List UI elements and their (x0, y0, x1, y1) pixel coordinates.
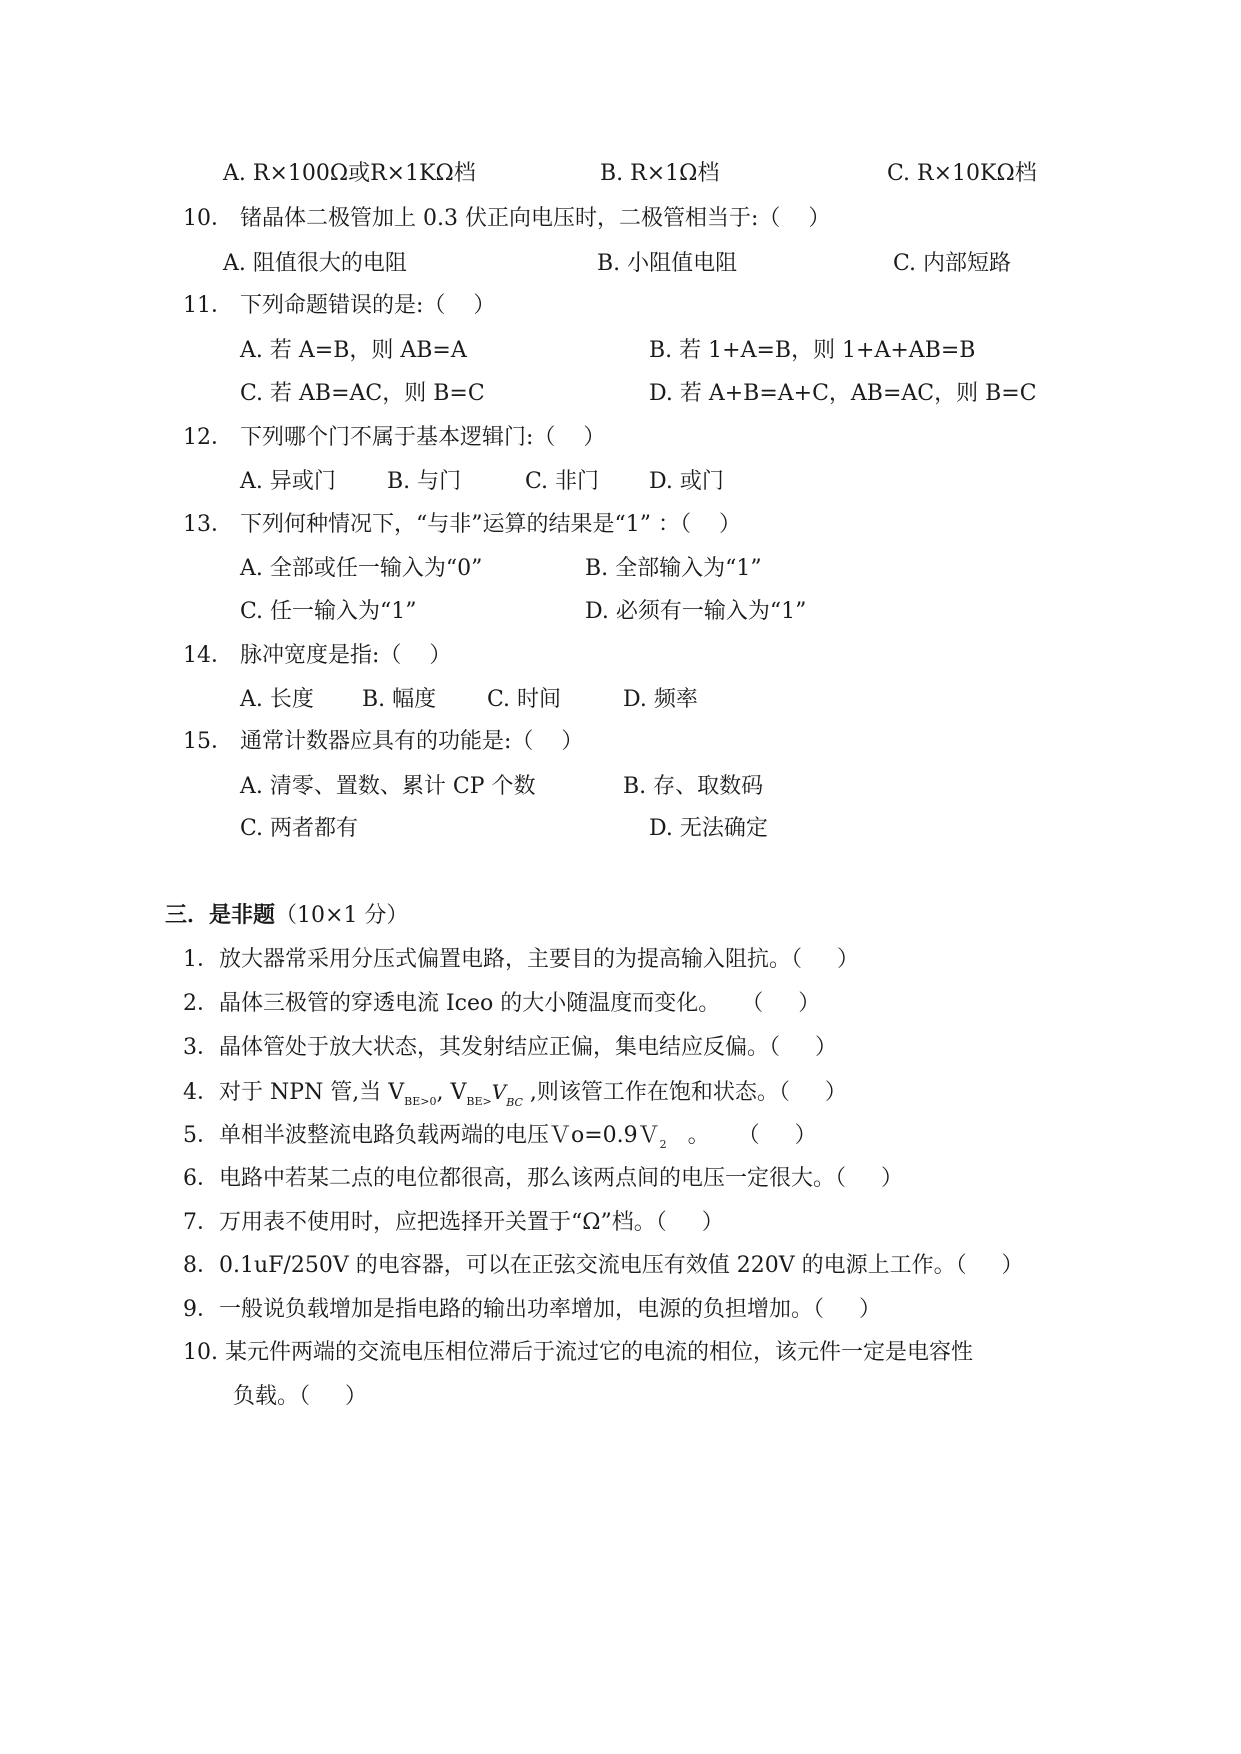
q15-option-c: C. 两者都有 (240, 816, 359, 841)
q10-option-b: B. 小阻值电阻 (597, 251, 738, 276)
q11-stem: 11． 下列命题错误的是:（ ） (183, 293, 496, 318)
q12-option-b: B. 与门 (387, 469, 462, 494)
q11-option-b: B. 若 1+A=B，则 1+A+AB=B (649, 338, 976, 363)
tf-item-9: 9．一般说负载增加是指电路的输出功率增加，电源的负担增加。（ ） (183, 1297, 881, 1322)
tf-item-5-text-end: 。 （ ） (666, 1123, 817, 1148)
tf-item-5 (183, 1122, 817, 1159)
q13-stem: 13． 下列何种情况下，“与非”运算的结果是“1” ：（ ） (183, 512, 741, 537)
q13-option-d: D. 必须有一输入为“1” (585, 599, 807, 624)
q15-stem: 15． 通常计数器应具有的功能是:（ ） (183, 729, 584, 754)
q14-stem: 14． 脉冲宽度是指:（ ） (183, 643, 452, 668)
q10-option-a: A. 阻值很大的电阻 (223, 251, 407, 276)
tf-item-4-subscript-be0: BE>0 (404, 1095, 437, 1108)
q14-option-c: C. 时间 (487, 687, 562, 712)
section-score: （10×1 分） (275, 903, 409, 928)
q13-option-c: C. 任一输入为“1” (240, 599, 417, 624)
tf-item-8: 8．0.1uF/250V 的电容器，可以在正弦交流电压有效值 220V 的电源上工作。（ ） (183, 1253, 1024, 1278)
q9-option-b: B. R×1Ω档 (600, 161, 720, 186)
q14-option-a: A. 长度 (240, 687, 314, 712)
q12-option-d: D. 或门 (649, 469, 724, 494)
q11-option-c: C. 若 AB=AC，则 B=C (240, 381, 485, 406)
q11-option-a: A. 若 A=B，则 AB=A (240, 338, 467, 363)
q12-stem: 12． 下列哪个门不属于基本逻辑门:（ ） (183, 425, 606, 450)
tf-item-1: 1．放大器常采用分压式偏置电路，主要目的为提高输入阻抗。（ ） (183, 947, 859, 972)
q14-option-d: D. 频率 (623, 687, 698, 712)
tf-item-5-subscript: 2 (659, 1138, 667, 1151)
tf-item-4-text-end: ,则该管工作在饱和状态。（ ） (522, 1080, 847, 1105)
tf-item-4-subscript-be: BE (466, 1095, 483, 1108)
section-title: 三．是非题 (165, 903, 276, 928)
tf-item-4-subscript-bc: BC (506, 1096, 523, 1109)
tf-item-4 (183, 1078, 847, 1117)
q9-option-c: C. R×10KΩ档 (887, 161, 1037, 186)
q9-option-a: A. R×100Ω或R×1KΩ档 (223, 161, 476, 186)
tf-item-4-gt: > (482, 1095, 492, 1108)
q10-option-c: C. 内部短路 (893, 251, 1012, 276)
tf-item-4-text-mid: , V (436, 1080, 467, 1105)
tf-item-4-text-start: 4．对于 NPN 管,当 V (183, 1080, 405, 1105)
q13-option-b: B. 全部输入为“1” (585, 556, 762, 581)
tf-item-4-v: V (491, 1080, 507, 1104)
q13-option-a: A. 全部或任一输入为“0” (240, 556, 483, 581)
q12-option-c: C. 非门 (525, 469, 600, 494)
tf-item-2: 2．晶体三极管的穿透电流 Iceo 的大小随温度而变化。 （ ） (183, 991, 821, 1016)
tf-item-10-continued: 负载。（ ） (233, 1384, 367, 1409)
q10-stem: 10． 锗晶体二极管加上 0.3 伏正向电压时，二极管相当于:（ ） (183, 206, 831, 231)
q12-option-a: A. 异或门 (240, 469, 336, 494)
tf-item-10: 10. 某元件两端的交流电压相位滞后于流过它的电流的相位，该元件一定是电容性 (183, 1340, 973, 1365)
tf-item-7: 7．万用表不使用时，应把选择开关置于“Ω”档。（ ） (183, 1210, 724, 1235)
q15-option-b: B. 存、取数码 (623, 774, 764, 799)
tf-item-6: 6．电路中若某二点的电位都很高，那么该两点间的电压一定很大。（ ） (183, 1166, 903, 1191)
q11-option-d: D. 若 A+B=A+C，AB=AC，则 B=C (649, 381, 1037, 406)
q15-option-d: D. 无法确定 (649, 816, 768, 841)
tf-item-5-text-start: 5．单相半波整流电路负载两端的电压Ｖo=0.9Ｖ (183, 1123, 660, 1148)
tf-item-3: 3．晶体管处于放大状态，其发射结应正偏，集电结应反偏。（ ） (183, 1035, 837, 1060)
section-heading (165, 902, 408, 930)
q14-option-b: B. 幅度 (362, 687, 437, 712)
q15-option-a: A. 清零、置数、累计 CP 个数 (240, 774, 536, 799)
